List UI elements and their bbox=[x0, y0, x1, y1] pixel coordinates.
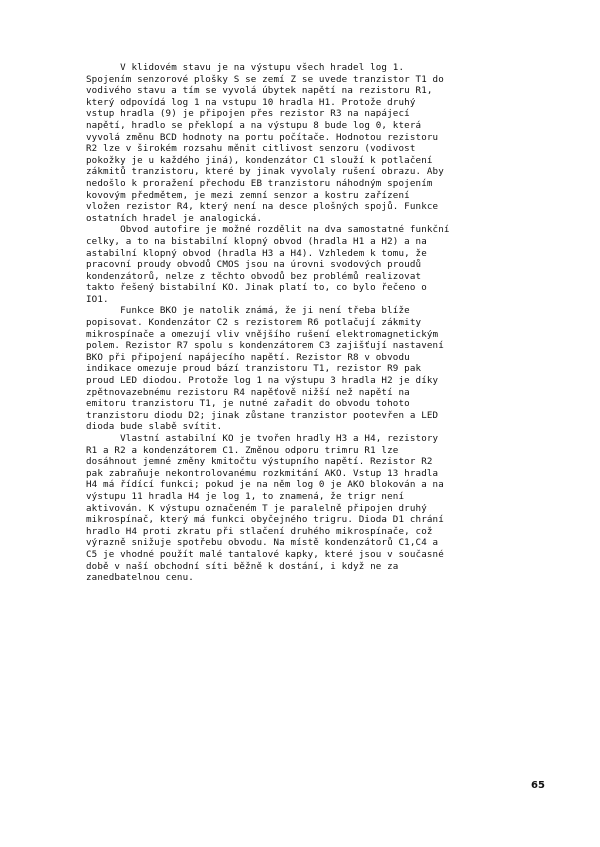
text-line: mikrospínače a omezují vliv vnějšího rušení elektromagnetickým bbox=[86, 328, 439, 340]
text-line: výrazně snižuje spotřebu obvodu. Na místě kondenzátorů C1,C4 a bbox=[86, 537, 439, 549]
text-line: výstupu 11 hradla H4 je log 1, to znamená, že trigr není bbox=[86, 490, 405, 502]
text-line: R1 a R2 a kondenzátorem C1. Změnou odporu trimru R1 lze bbox=[86, 444, 399, 456]
text-line: tranzistoru diodu D2; jinak zůstane tranzistor pootevřen a LED bbox=[86, 409, 439, 421]
paragraph bbox=[86, 305, 556, 433]
text-line: polem. Rezistor R7 spolu s kondenzátorem C3 zajišťují nastavení bbox=[86, 340, 444, 352]
text-line: napětí, hradlo se překlopí a na výstupu 8 bude log 0, která bbox=[86, 119, 422, 131]
text-line: aktivován. K výstupu označeném T je paralelně připojen druhý bbox=[86, 502, 427, 514]
text-line: Vlastní astabilní KO je tvořen hradly H3 a H4, rezistory bbox=[86, 433, 439, 444]
text-line: takto řešený bistabilní KO. Jinak platí to, co bylo řečeno o bbox=[86, 282, 427, 294]
text-line: Spojením senzorové plošky S se zemí Z se uvede tranzistor T1 do bbox=[86, 73, 444, 85]
text-line: zanedbatelnou cenu. bbox=[86, 572, 194, 584]
text-line: zákmitů tranzistoru, které by jinak vyvolaly rušení obrazu. Aby bbox=[86, 166, 444, 178]
text-line: kovovým předmětem, je mezi zemní senzor a kostru zařízení bbox=[86, 189, 410, 201]
paragraph bbox=[86, 433, 556, 584]
text-line: emitoru tranzistoru T1, je nutné zařadit do obvodu tohoto bbox=[86, 398, 410, 410]
text-line: zpětnovazebnému rezistoru R4 napěťově nižší než napětí na bbox=[86, 386, 410, 398]
text-line: astabilní klopný obvod (hradla H3 a H4). Vzhledem k tomu, že bbox=[86, 247, 427, 259]
text-line: vodivého stavu a tím se vyvolá úbytek napětí na rezistoru R1, bbox=[86, 85, 433, 97]
text-line: indikace omezuje proud bází tranzistoru T1, rezistor R9 pak bbox=[86, 363, 422, 375]
paragraph bbox=[86, 62, 556, 224]
text-line: pak zabraňuje nekontrolovanému rozkmitání AKO. Vstup 13 hradla bbox=[86, 467, 439, 479]
text-line: V klidovém stavu je na výstupu všech hradel log 1. bbox=[86, 62, 405, 73]
text-line: C5 je vhodné použít malé tantalové kapky, které jsou v současné bbox=[86, 548, 444, 560]
text-line: ostatních hradel je analogická. bbox=[86, 212, 263, 224]
text-line: vložen rezistor R4, který není na desce plošných spojů. Funkce bbox=[86, 201, 439, 213]
text-line: pracovní proudy obvodů CMOS jsou na úrovni svodových proudů bbox=[86, 259, 422, 271]
text-line: hradlo H4 proti zkratu při stlačení druhého mikrospínače, což bbox=[86, 525, 433, 537]
body-text bbox=[86, 62, 556, 584]
text-line: Obvod autofire je možné rozdělit na dva samostatné funkční bbox=[86, 224, 450, 236]
text-line: nedošlo k proražení přechodu EB tranzistoru náhodným spojením bbox=[86, 177, 433, 189]
text-line: vyvolá změnu BCD hodnoty na portu počítače. Hodnotou rezistoru bbox=[86, 131, 439, 143]
text-line: dioda bude slabě svítit. bbox=[86, 421, 223, 433]
text-line: vstup hradla (9) je připojen přes rezistor R3 na napájecí bbox=[86, 108, 410, 120]
text-line: kondenzátorů, nelze z těchto obvodů bez problémů realizovat bbox=[86, 270, 422, 282]
paragraph bbox=[86, 224, 556, 305]
text-line: mikrospínač, který má funkci obyčejného trigru. Dioda D1 chrání bbox=[86, 514, 444, 526]
text-line: pokožky je u každého jiná), kondenzátor C1 slouží k potlačení bbox=[86, 154, 433, 166]
text-line: Funkce BKO je natolik známá, že ji není třeba blíže bbox=[86, 305, 410, 317]
text-line: popisovat. Kondenzátor C2 s rezistorem R6 potlačují zákmity bbox=[86, 317, 422, 329]
text-line: celky, a to na bistabilní klopný obvod (hradla H1 a H2) a na bbox=[86, 235, 427, 247]
text-line: R2 lze v širokém rozsahu měnit citlivost senzoru (vodivost bbox=[86, 143, 416, 155]
text-line: době v naší obchodní síti běžně k dostání, i když ne za bbox=[86, 560, 399, 572]
text-line: BKO při připojení napájecího napětí. Rezistor R8 v obvodu bbox=[86, 351, 410, 363]
page-number: 65 bbox=[531, 780, 545, 791]
text-line: dosáhnout jemné změny kmitočtu výstupního napětí. Rezistor R2 bbox=[86, 456, 433, 468]
text-line: H4 má řídící funkci; pokud je na něm log 0 je AKO blokován a na bbox=[86, 479, 444, 491]
text-line: který odpovídá log 1 na vstupu 10 hradla H1. Protože druhý bbox=[86, 96, 416, 108]
text-line: proud LED diodou. Protože log 1 na výstupu 3 hradla H2 je díky bbox=[86, 375, 439, 387]
text-line: IO1. bbox=[86, 293, 109, 305]
